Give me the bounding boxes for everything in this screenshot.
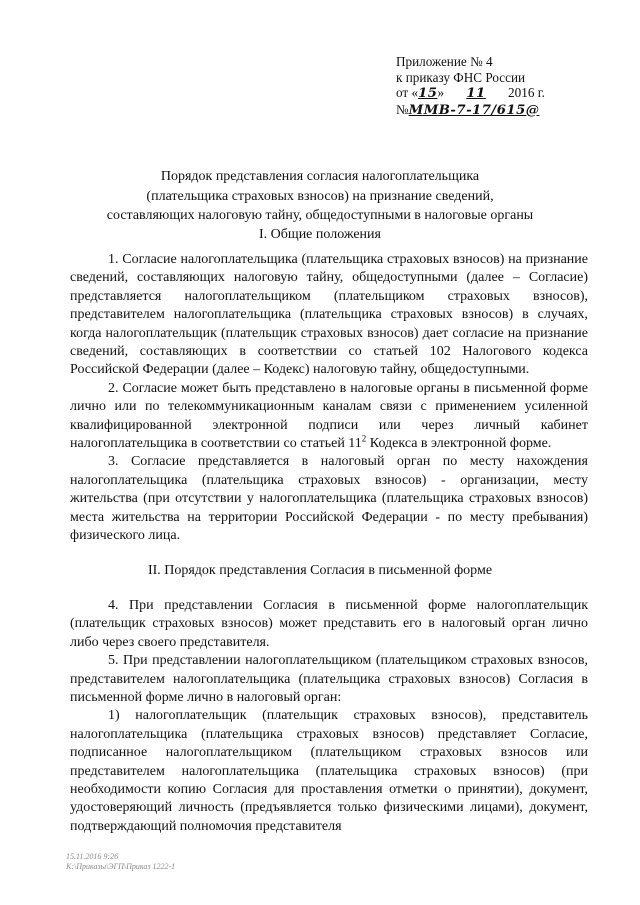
paragraph-3: 3. Согласие представляется в налоговый орган по месту нахождения налогоплательщика (плательщика страховых взносов) - организации, месту жительства (при отсутствии у налогоплательщика (плательщика страховых взносов) места жительства на территории Российской Федерации - по месту пребывания) физического лица. (70, 454, 588, 544)
paragraph-5-1: 1) налогоплательщик (плательщик страховых взносов), представитель налогоплательщика (плательщика страховых взносов) представляет Согласие, подписанное налогоплательщиком (плательщиком страховых взносов или представителем налогоплательщика (плательщика страховых взносов) (при необходимости копию Согласия для проставления отметки о принятии), документ, удостоверяющий личность (предъявляется только физическими лицами), документ, подтверждающий полномочия представителя (70, 708, 588, 834)
section-1-heading: I. Общие положения (259, 227, 381, 242)
appendix-order-ref: к приказу ФНС России (396, 69, 526, 85)
handwritten-day: 15 (418, 86, 438, 101)
paragraph-2: 2. Согласие может быть представлено в налоговые органы в письменной форме лично или по телекоммуникационным каналам связи с применением усиленной квалифицированной электронной подписи или через личный кабинет налогоплательщика в соответствии со статьей $11^2$ Кодекса в электронной форме. (70, 380, 588, 452)
appendix-date: от «15» 11 2016 г. (396, 85, 545, 101)
appendix-header (396, 54, 545, 118)
appendix-order-number: №ММВ-7-17/615@ (396, 101, 540, 118)
section-2-body (70, 597, 588, 836)
section-1-body (70, 251, 588, 546)
document-title: Порядок представления согласия налогоплательщика (плательщика страховых взносов) на признание сведений, составляющих налоговую тайну, общедоступными в налоговые органы (106, 169, 534, 223)
paragraph-1: 1. Согласие налогоплательщика (плательщика страховых взносов) на признание сведений, составляющих налоговую тайну, общедоступными (далее – Согласие) представляется налогоплательщиком (плательщиком страховых взносов), представителем налогоплательщика (плательщика страховых взносов) в случаях, когда налогоплательщик (плательщик страховых взносов) дает согласие на признание сведений, составляющих в соответствии со статьей 102 Налогового кодекса Российской Федерации (далее – Кодекс) налоговую тайну, общедоступными. (70, 252, 588, 378)
paragraph-5: 5. При представлении налогоплательщиком (плательщиком страховых взносов, представителем налогоплательщика (плательщика страховых взносов) Согласия в письменной форме лично в налоговый орган: (70, 653, 588, 706)
footer-stamp: 15.11.2016 9:26 К:\Приказы\ЭГП\Приказ 1222-1 (66, 852, 176, 871)
paragraph-4: 4. При представлении Согласия в письменной форме налогоплательщик (плательщик страховых взносов) может представить его в налоговый орган лично либо через своего представителя. (70, 598, 588, 650)
section-2-heading: II. Порядок представления Согласия в письменной форме (147, 563, 493, 578)
handwritten-order-number: ММВ-7-17/615@ (408, 102, 540, 118)
handwritten-month: 11 (466, 86, 486, 101)
appendix-number: Приложение № 4 (396, 54, 493, 69)
